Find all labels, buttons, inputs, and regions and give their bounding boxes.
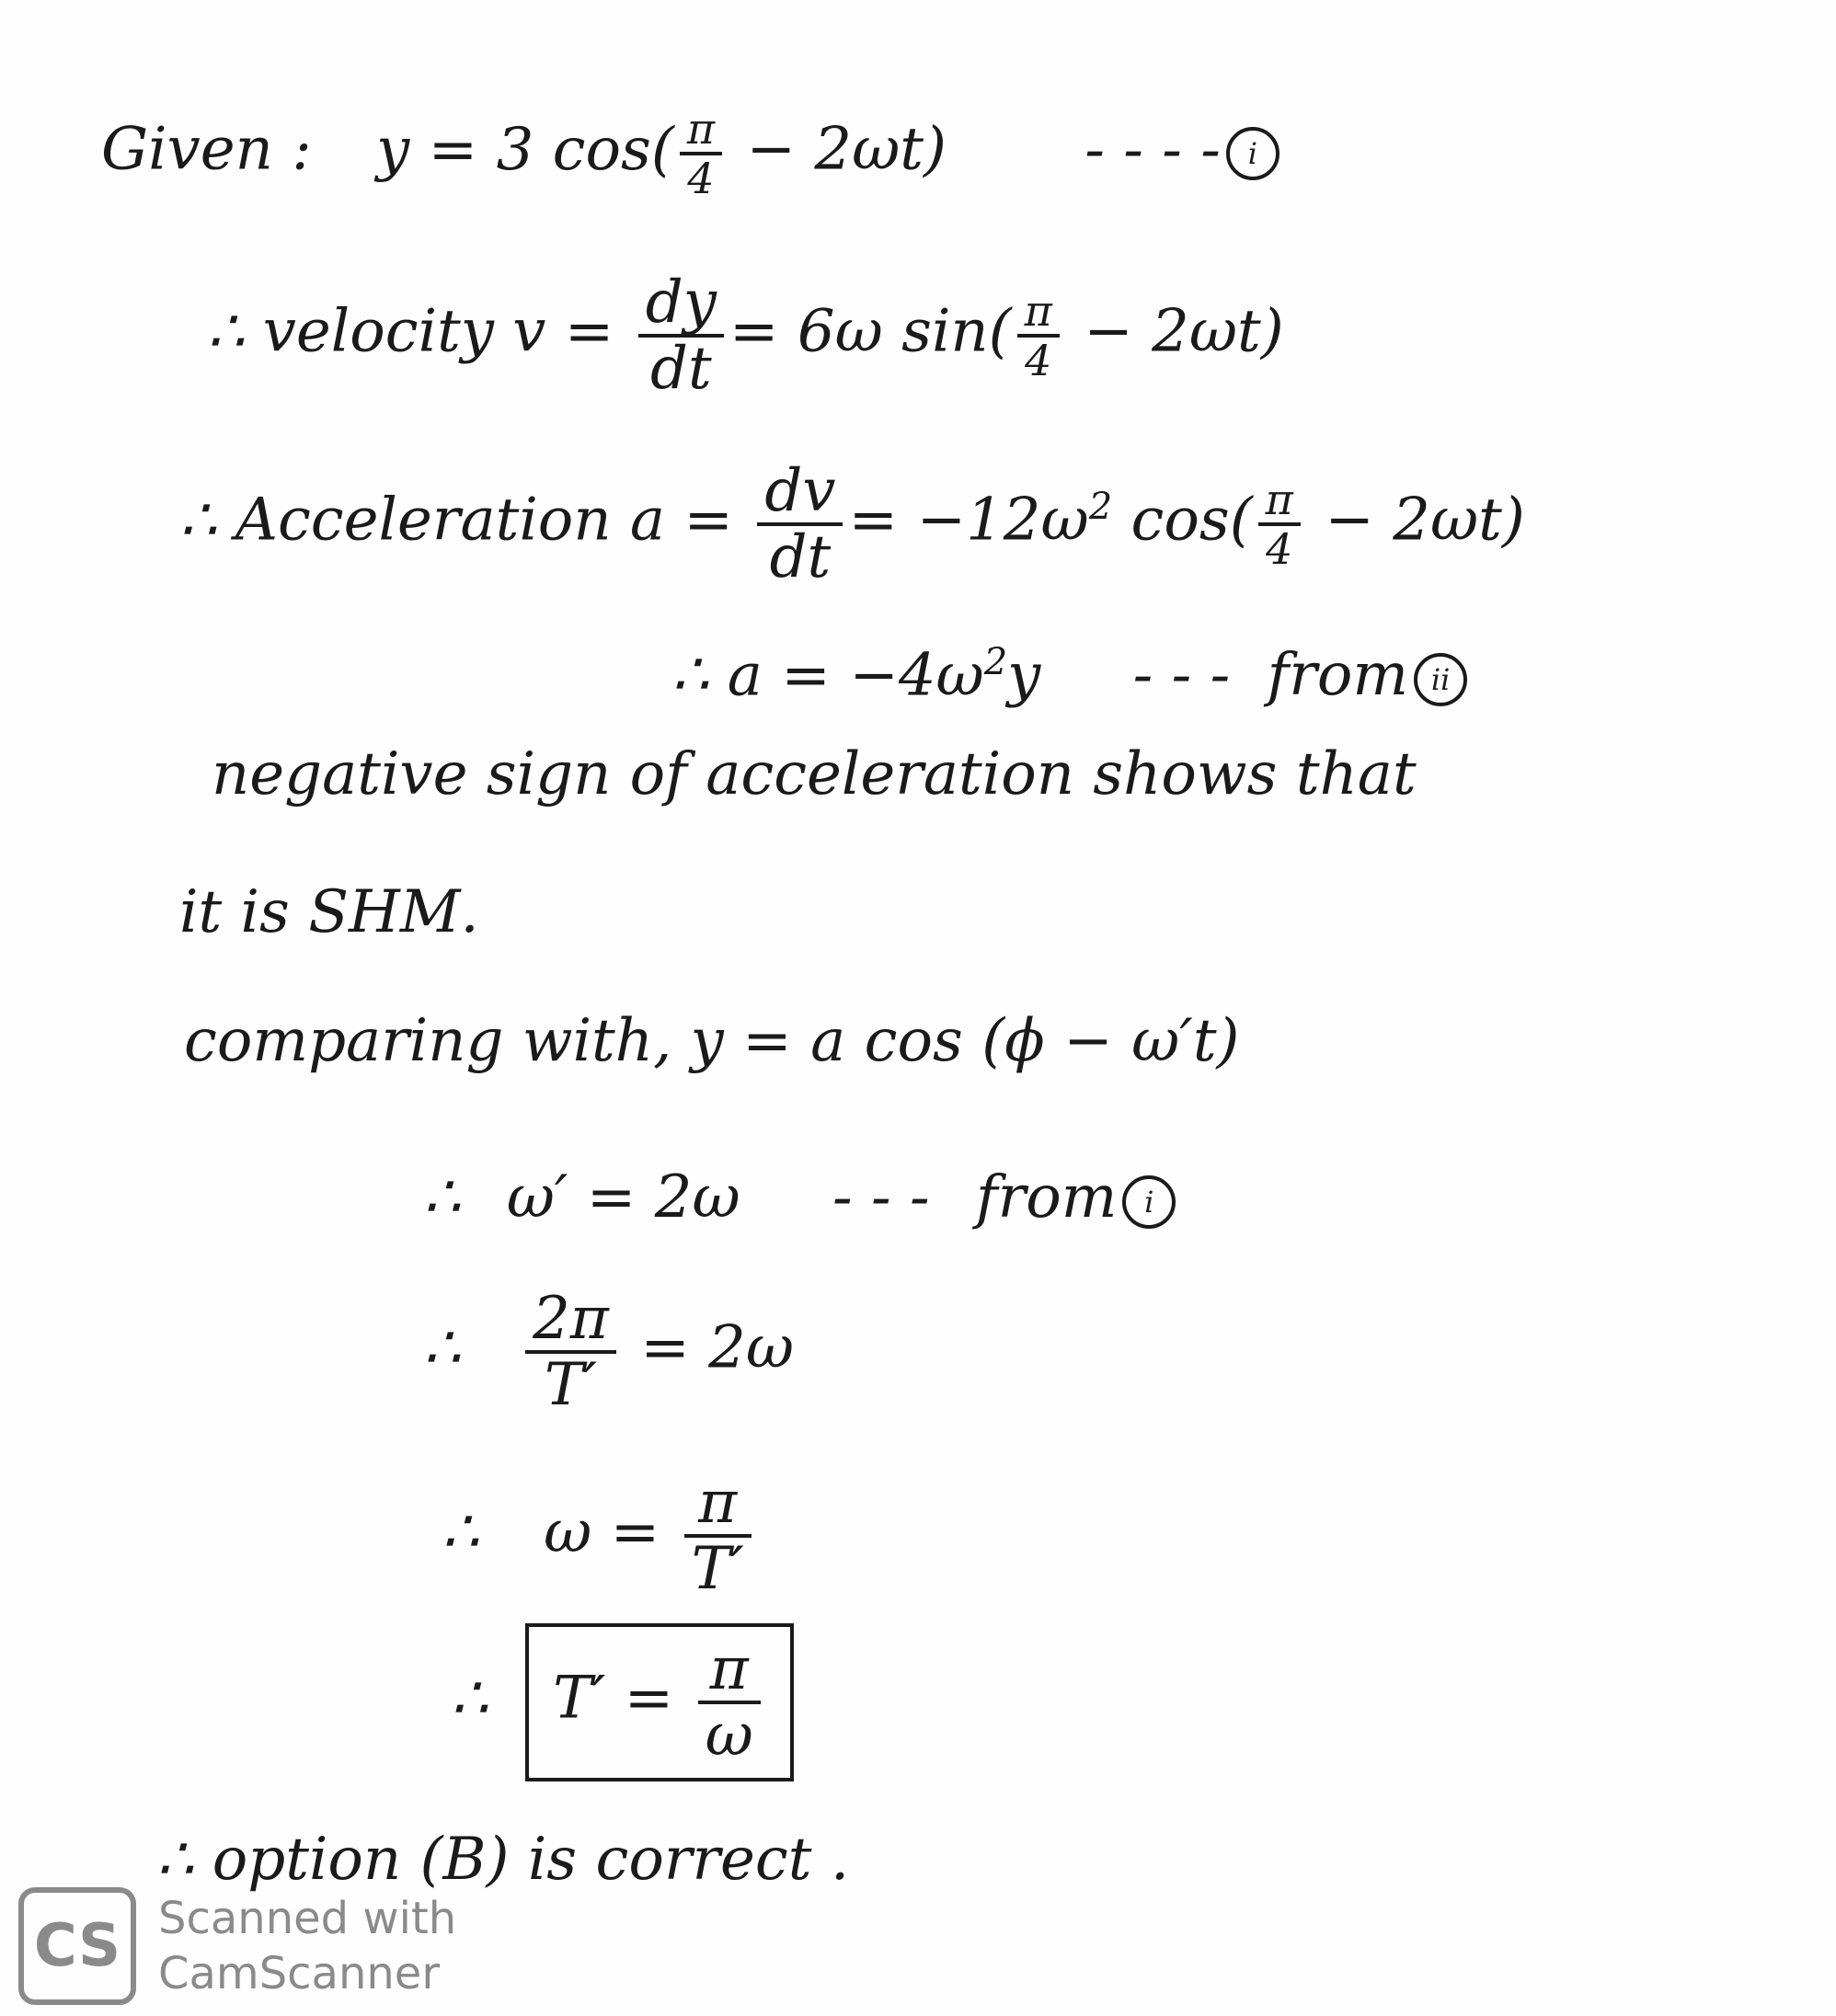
t-prime: T′ (691, 1535, 744, 1603)
dt: dt (649, 335, 712, 403)
omega-equals: ω = (544, 1497, 660, 1566)
equation-tag-i: i (1122, 1175, 1176, 1229)
omega-symbol: ω (705, 1701, 753, 1770)
watermark-line2: CamScanner (158, 1948, 441, 1999)
four: 4 (1025, 336, 1052, 385)
dots: - - - (832, 1163, 930, 1231)
omega-prime-equation (423, 1163, 1176, 1231)
eq1-rhs: − 2ωt) (728, 115, 947, 184)
velocity-tail: − 2ωt) (1064, 297, 1284, 366)
therefore-symbol: ∴ (671, 641, 709, 710)
camscanner-watermark (18, 1887, 456, 2005)
square-exponent: 2 (1088, 486, 1113, 529)
fraction-pi-over-omega (698, 1635, 761, 1770)
shm-text: it is SHM. (179, 878, 479, 946)
equation-tag-ii: ii (1414, 653, 1467, 706)
dt: dt (769, 523, 832, 591)
therefore-symbol: ∴ (423, 1313, 461, 1382)
pi-symbol: π (698, 1638, 761, 1704)
comparing-text: comparing with, y = a cos (ϕ − ω′t) (184, 1007, 1240, 1075)
boxed-answer (525, 1623, 794, 1781)
therefore-symbol: ∴ (156, 1826, 194, 1894)
a-equals-equation (671, 641, 1467, 710)
pi-symbol: π (1017, 288, 1060, 338)
from-label: from (1267, 641, 1409, 710)
velocity-mid: = 6ω sin( (729, 297, 1012, 366)
square-exponent: 2 (983, 641, 1008, 683)
pi-symbol: π (1258, 476, 1301, 526)
t-prime: T′ (544, 1351, 598, 1419)
watermark-line1: Scanned with (158, 1893, 457, 1944)
fraction-dv-dt (757, 457, 843, 591)
acceleration-tail: − 2ωt) (1305, 486, 1525, 555)
therefore-symbol: ∴ (451, 1664, 488, 1733)
a-equation: a = −4ω (727, 641, 984, 710)
a-y: y (1007, 641, 1041, 710)
dots: - - - - (1084, 115, 1221, 184)
t-prime-equals: T′ = (553, 1664, 674, 1733)
final-result (451, 1623, 794, 1781)
velocity-label: velocity v = (262, 297, 614, 366)
fraction-pi-over-tprime (684, 1469, 752, 1603)
negative-sign-text: negative sign of acceleration shows that (212, 740, 1417, 808)
fraction-pi-over-4 (680, 106, 722, 201)
given-equation (101, 106, 1279, 201)
therefore-symbol: ∴ (207, 297, 245, 366)
dy: dy (638, 271, 724, 338)
camscanner-logo: CS (18, 1887, 136, 2005)
dots: - - - (1132, 641, 1231, 710)
omega-prime: ω′ = 2ω (506, 1163, 740, 1231)
acceleration-mid: = −12ω (848, 486, 1089, 555)
equals-2w: = 2ω (640, 1313, 795, 1382)
fraction-dy-dt (638, 269, 724, 403)
eq1-lhs: y = 3 cos( (376, 115, 674, 184)
fraction-2pi-over-tprime (525, 1285, 616, 1419)
velocity-equation (207, 269, 1284, 403)
pi-symbol: π (680, 106, 722, 155)
acceleration-cos: cos( (1112, 486, 1253, 555)
period-equation (423, 1285, 795, 1419)
therefore-symbol: ∴ (442, 1497, 479, 1566)
fraction-pi-over-4 (1258, 476, 1301, 572)
pi-symbol: π (684, 1472, 752, 1538)
omega-equation (442, 1469, 757, 1603)
four: 4 (1266, 524, 1293, 574)
four: 4 (687, 154, 715, 203)
acceleration-equation (179, 457, 1525, 591)
equation-tag-i: i (1226, 127, 1279, 180)
two-pi: 2π (525, 1288, 616, 1354)
therefore-symbol: ∴ (179, 486, 217, 555)
from-label: from (975, 1163, 1118, 1231)
conclusion: option (B) is correct . (212, 1826, 850, 1894)
acceleration-label: Acceleration a = (235, 486, 733, 555)
conclusion-text (156, 1826, 850, 1894)
dv: dv (757, 460, 843, 526)
fraction-pi-over-4 (1017, 288, 1060, 384)
given-label: Given : (101, 115, 312, 184)
watermark-text (158, 1891, 456, 2001)
therefore-symbol: ∴ (423, 1163, 461, 1231)
